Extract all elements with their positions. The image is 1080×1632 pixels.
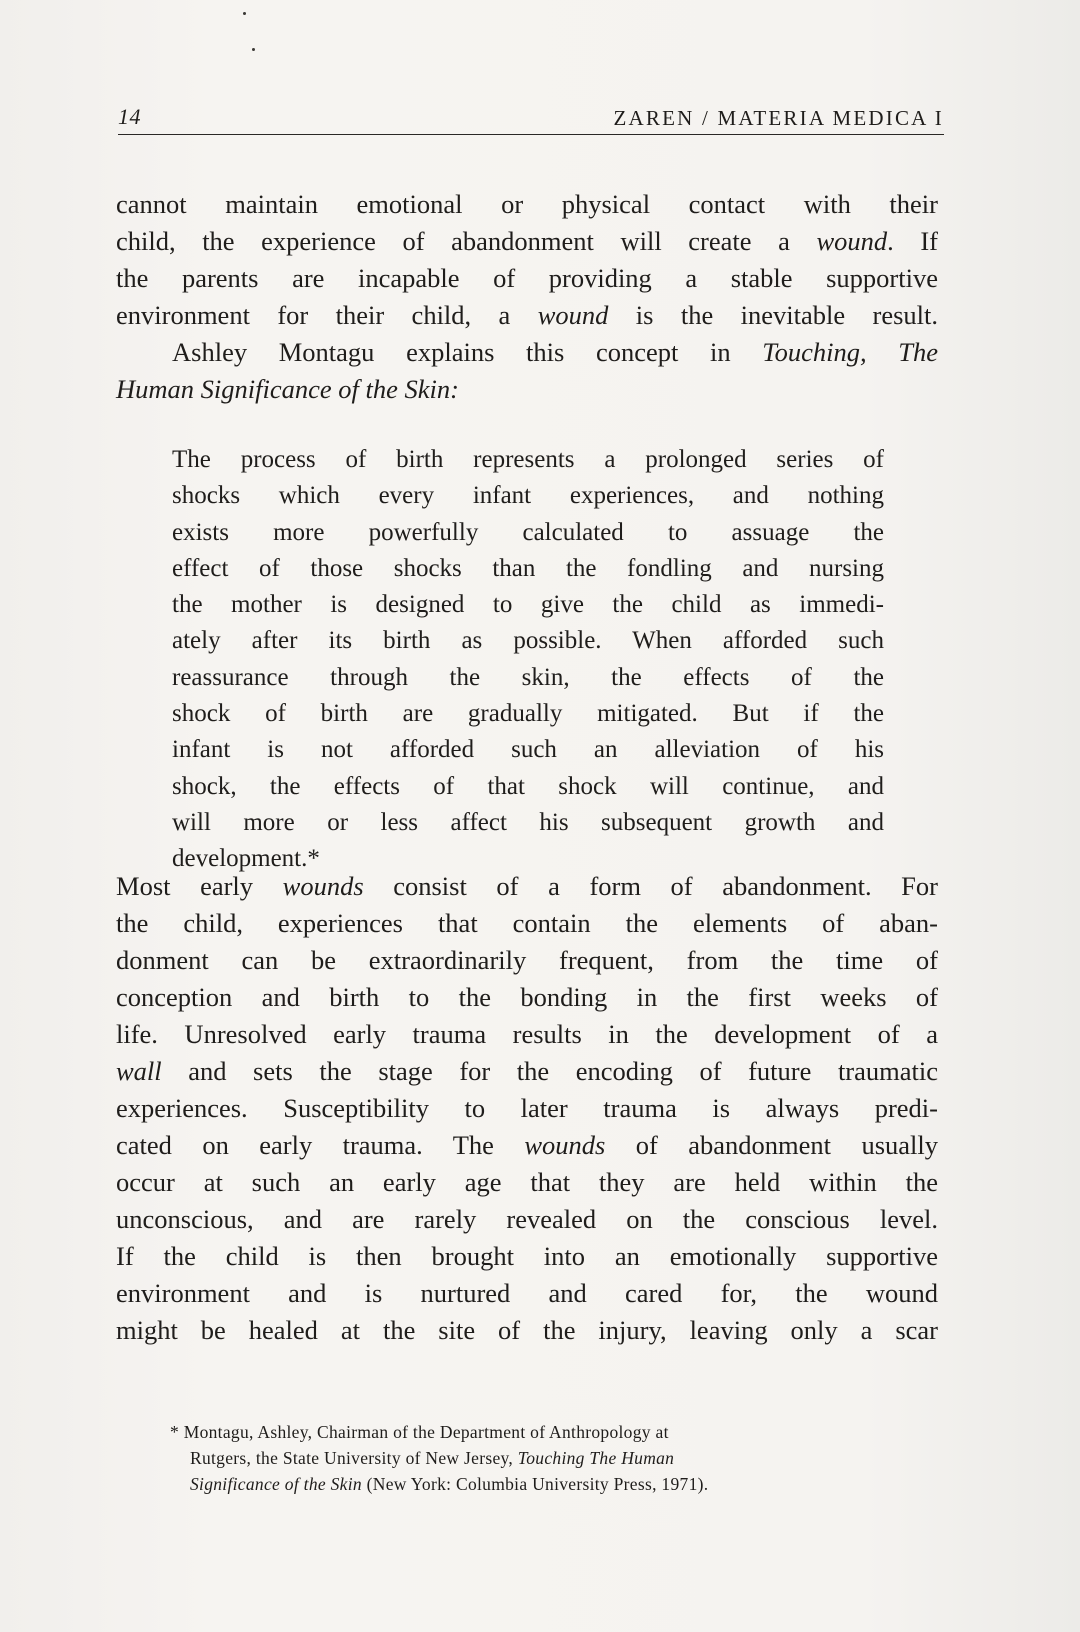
quote-line: infant is not afforded such an alleviation of his — [172, 736, 884, 764]
quote-line: shock of birth are gradually mitigated. But if the — [172, 700, 884, 728]
quote-line: shock, the effects of that shock will continue, and — [172, 772, 884, 800]
text-line: wall and sets the stage for the encoding of future traumatic — [116, 1056, 938, 1086]
quote-line: shocks which every infant experiences, and nothing — [172, 482, 884, 510]
footnote-line: * Montagu, Ashley, Chairman of the Department of Anthropology at — [170, 1422, 669, 1442]
text-line: child, the experience of abandonment will create a wound. If — [116, 226, 938, 256]
body-text-top — [116, 186, 938, 408]
text-line: Ashley Montagu explains this concept in Touching, The — [172, 337, 939, 367]
running-head: ZAREN / MATERIA MEDICA I — [613, 106, 944, 130]
text-line: Most early wounds consist of a form of abandonment. For — [116, 871, 938, 901]
text-line: environment for their child, a wound is the inevitable result. — [116, 300, 938, 330]
text-line: cannot maintain emotional or physical contact with their — [116, 189, 938, 219]
body-text-bottom — [116, 868, 938, 1349]
text-line: If the child is then brought into an emotionally supportive — [116, 1241, 938, 1271]
quote-line: development.* — [172, 845, 320, 873]
quote-line: will more or less affect his subsequent growth and — [172, 808, 884, 836]
text-line: cated on early trauma. The wounds of abandonment usually — [116, 1130, 938, 1160]
text-line: the parents are incapable of providing a stable supportive — [116, 263, 938, 293]
quote-line: The process of birth represents a prolonged series of — [172, 446, 884, 473]
quote-line: the mother is designed to give the child as immedi- — [172, 591, 884, 619]
text-line: life. Unresolved early trauma results in the development of a — [116, 1019, 938, 1049]
footnote-line: Rutgers, the State University of New Jersey, Touching The Human — [190, 1448, 675, 1468]
footnote — [170, 1419, 890, 1497]
quote-line: ately after its birth as possible. When afforded such — [172, 627, 884, 655]
page-number: 14 — [118, 104, 141, 129]
quote-line: exists more powerfully calculated to assuage the — [172, 518, 884, 546]
block-quote — [172, 442, 884, 878]
text-line: unconscious, and are rarely revealed on the conscious level. — [116, 1204, 938, 1234]
text-line: conception and birth to the bonding in the first weeks of — [116, 982, 938, 1012]
ink-speck — [243, 12, 246, 15]
quote-line: effect of those shocks than the fondling and nursing — [172, 554, 884, 582]
text-line: Human Significance of the Skin: — [116, 374, 459, 404]
text-line: the child, experiences that contain the elements of aban- — [116, 908, 938, 938]
text-line: might be healed at the site of the injury, leaving only a scar — [116, 1315, 938, 1345]
text-line: environment and is nurtured and cared for, the wound — [116, 1278, 938, 1308]
text-line: experiences. Susceptibility to later trauma is always predi- — [116, 1093, 938, 1123]
ink-speck — [252, 48, 255, 51]
text-line: donment can be extraordinarily frequent, from the time of — [116, 945, 938, 975]
page-header — [118, 100, 944, 135]
text-line: occur at such an early age that they are held within the — [116, 1167, 938, 1197]
quote-line: reassurance through the skin, the effects of the — [172, 663, 884, 691]
footnote-line: Significance of the Skin (New York: Columbia University Press, 1971). — [190, 1474, 709, 1494]
